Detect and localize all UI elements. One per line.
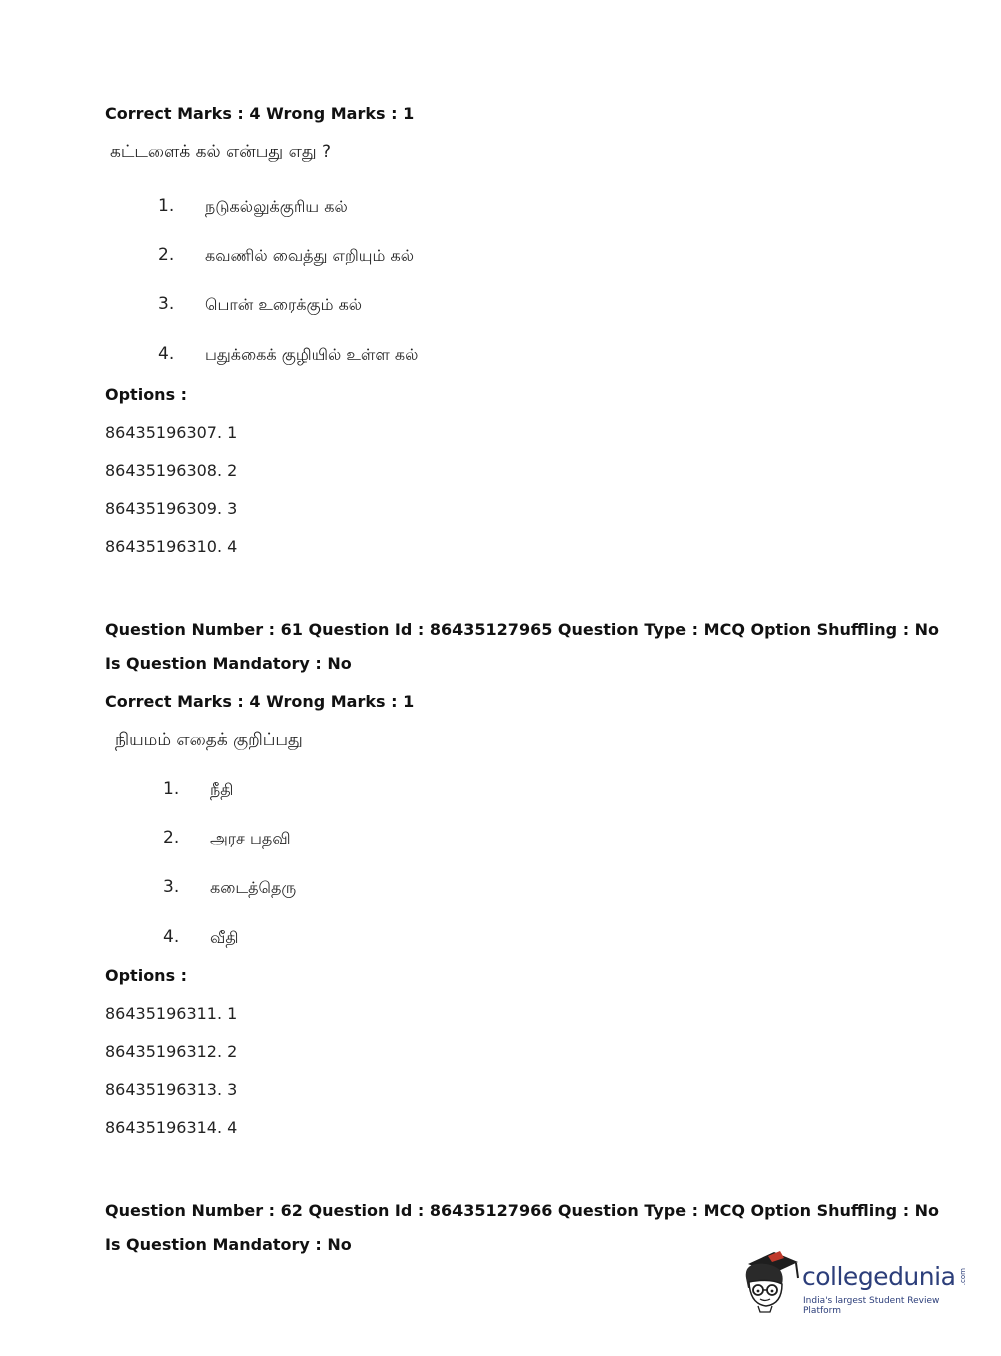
- q61-choice-1-number: 1.: [163, 779, 180, 799]
- q61-choice-3-text: கடைத்தெரு: [210, 878, 297, 897]
- q60-choice-4-text: பதுக்கைக் குழியில் உள்ள கல்: [205, 345, 419, 364]
- collegedunia-logo: [740, 1248, 970, 1318]
- q61-choice-2-text: அரச பதவி: [210, 829, 291, 848]
- q60-choice-1-text: நடுகல்லுக்குரிய கல்: [205, 197, 348, 216]
- logo-suffix: .com: [959, 1268, 967, 1286]
- q61-choice-1-text: நீதி: [210, 780, 234, 799]
- q60-choice-2-text: கவணில் வைத்து எறியும் கல்: [205, 246, 414, 265]
- q61-choice-3-number: 3.: [163, 877, 180, 897]
- q60-choice-4-number: 4.: [158, 344, 175, 364]
- q60-option-4: 86435196310. 4: [105, 537, 238, 556]
- logo-tagline: India's largest Student Review Platform: [803, 1296, 940, 1316]
- q61-option-2: 86435196312. 2: [105, 1042, 238, 1061]
- q61-option-4: 86435196314. 4: [105, 1118, 238, 1137]
- q60-choice-2-number: 2.: [158, 245, 175, 265]
- q61-option-1: 86435196311. 1: [105, 1004, 238, 1023]
- q60-option-1: 86435196307. 1: [105, 423, 238, 442]
- q61-mandatory: Is Question Mandatory : No: [105, 654, 352, 673]
- q62-mandatory: Is Question Mandatory : No: [105, 1235, 352, 1254]
- q61-question: நியமம் எதைக் குறிப்பது: [115, 730, 303, 750]
- q62-header: Question Number : 62 Question Id : 86435127966 Question Type : MCQ Option Shuffling : No: [105, 1201, 940, 1220]
- q61-marks: Correct Marks : 4 Wrong Marks : 1: [105, 692, 415, 711]
- logo-wordmark: collegedunia: [802, 1262, 956, 1291]
- q60-marks: Correct Marks : 4 Wrong Marks : 1: [105, 104, 415, 123]
- q61-choice-4-number: 4.: [163, 927, 180, 947]
- q61-options-label: Options :: [105, 966, 188, 985]
- q60-question: கட்டளைக் கல் என்பது எது ?: [110, 142, 332, 162]
- q60-option-2: 86435196308. 2: [105, 461, 238, 480]
- q61-choice-4-text: வீதி: [210, 928, 239, 947]
- q60-options-label: Options :: [105, 385, 188, 404]
- mascot-icon: [740, 1248, 802, 1314]
- q60-choice-3-number: 3.: [158, 294, 175, 314]
- q60-option-3: 86435196309. 3: [105, 499, 238, 518]
- q60-choice-1-number: 1.: [158, 196, 175, 216]
- q61-header: Question Number : 61 Question Id : 86435127965 Question Type : MCQ Option Shuffling : No: [105, 620, 940, 639]
- q61-choice-2-number: 2.: [163, 828, 180, 848]
- q60-choice-3-text: பொன் உரைக்கும் கல்: [205, 295, 363, 314]
- q61-option-3: 86435196313. 3: [105, 1080, 238, 1099]
